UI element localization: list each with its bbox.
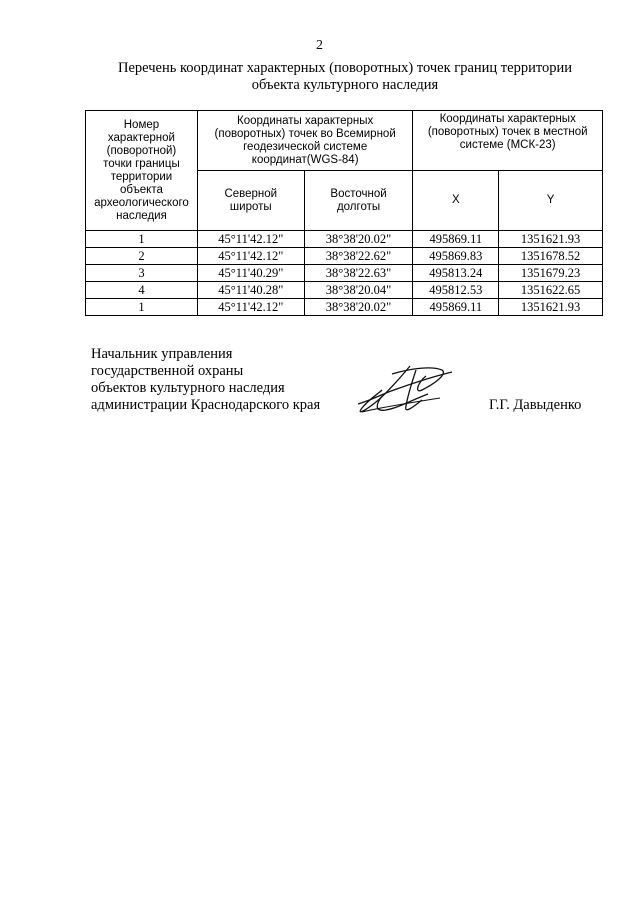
table-row [86, 299, 603, 316]
cell-x: 495813.24 [413, 265, 499, 282]
table-row [86, 282, 603, 299]
signer-name: Г.Г. Давыденко [489, 397, 582, 413]
cell-y: 1351622.65 [499, 282, 603, 299]
page-number: 2 [316, 38, 323, 53]
document-title [60, 60, 630, 94]
header-north-latitude: Северной широты [197, 171, 304, 231]
header-msk23: Координаты характерных (поворотных) точек в местной системе (МСК-23) [413, 111, 603, 171]
cell-x: 495869.83 [413, 248, 499, 265]
cell-latitude: 45°11'42.12" [197, 248, 304, 265]
header-east-longitude: Восточной долготы [304, 171, 413, 231]
position-line: объектов культурного наследия [91, 380, 285, 396]
position-line: Начальник управления [91, 346, 233, 362]
header-y: Y [499, 171, 603, 231]
cell-y: 1351678.52 [499, 248, 603, 265]
cell-latitude: 45°11'42.12" [197, 231, 304, 248]
cell-y: 1351621.93 [499, 231, 603, 248]
table-row [86, 248, 603, 265]
cell-x: 495812.53 [413, 282, 499, 299]
cell-point: 1 [86, 299, 198, 316]
position-line: государственной охраны [91, 363, 244, 379]
table-row [86, 265, 603, 282]
cell-y: 1351679.23 [499, 265, 603, 282]
signatory-position [91, 346, 320, 414]
coordinates-table [85, 110, 603, 316]
cell-longitude: 38°38'22.62" [304, 248, 413, 265]
cell-y: 1351621.93 [499, 299, 603, 316]
handwritten-signature [352, 360, 462, 420]
cell-latitude: 45°11'42.12" [197, 299, 304, 316]
title-line: Перечень координат характерных (поворотных) точек границ территории [117, 60, 573, 76]
header-wgs84: Координаты характерных (поворотных) точек во Всемирной геодезической системе координат(WGS-84) [197, 111, 413, 171]
header-x: X [413, 171, 499, 231]
cell-longitude: 38°38'20.02" [304, 231, 413, 248]
cell-longitude: 38°38'20.02" [304, 299, 413, 316]
cell-latitude: 45°11'40.28" [197, 282, 304, 299]
cell-point: 2 [86, 248, 198, 265]
header-point-number: Номер характерной (поворотной) точки границы территории объекта археологического наследия [86, 111, 198, 231]
cell-point: 1 [86, 231, 198, 248]
cell-x: 495869.11 [413, 299, 499, 316]
title-line: объекта культурного наследия [251, 77, 439, 93]
cell-x: 495869.11 [413, 231, 499, 248]
cell-latitude: 45°11'40.29" [197, 265, 304, 282]
cell-longitude: 38°38'20.04" [304, 282, 413, 299]
cell-point: 3 [86, 265, 198, 282]
cell-point: 4 [86, 282, 198, 299]
position-line: администрации Краснодарского края [91, 397, 321, 413]
table-row [86, 231, 603, 248]
cell-longitude: 38°38'22.63" [304, 265, 413, 282]
